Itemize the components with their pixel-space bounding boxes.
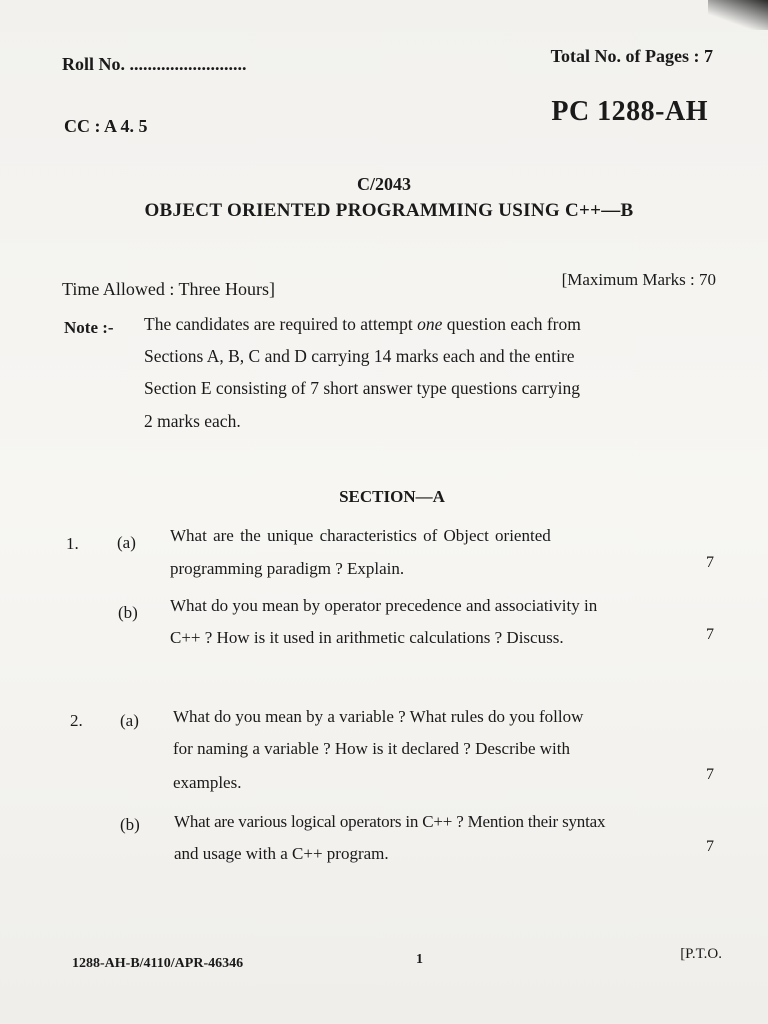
question-text: for naming a variable ? How is it declared ? Describe with	[173, 739, 570, 758]
exam-code: C/2043	[357, 174, 411, 194]
question-text: What do you mean by a variable ? What rules do you follow	[173, 707, 584, 726]
note-line: The candidates are required to attempt one question each from	[144, 314, 581, 334]
question-text: examples.	[173, 773, 242, 792]
question-part-label: (b)	[120, 815, 140, 834]
question-text: What are the unique characteristics of Object oriented	[170, 526, 551, 545]
question-text: and usage with a C++ program.	[174, 844, 389, 863]
emphasis-one: one	[417, 314, 443, 334]
maximum-marks: [Maximum Marks : 70	[561, 270, 716, 289]
question-text: programming paradigm ? Explain.	[170, 559, 405, 578]
note-line: Sections A, B, C and D carrying 14 marks each and the entire	[144, 346, 575, 366]
exam-title: OBJECT ORIENTED PROGRAMMING USING C++—B	[144, 200, 634, 221]
question-part-label: (a)	[117, 533, 136, 552]
question-text: What do you mean by operator precedence and associativity in	[170, 596, 598, 615]
note-line: 2 marks each.	[144, 411, 241, 431]
question-marks: 7	[706, 626, 714, 643]
question-part-label: (a)	[120, 711, 139, 730]
question-text: What are various logical operators in C++ ? Mention their syntax	[174, 812, 606, 831]
roll-number-field: Roll No. ..........................	[62, 54, 247, 74]
footer-page-number: 1	[416, 952, 423, 967]
section-heading: SECTION—A	[339, 487, 445, 506]
footer-pto: [P.T.O.	[680, 946, 722, 962]
footer-paper-code: 1288-AH-B/4110/APR-46346	[72, 956, 244, 971]
question-marks: 7	[706, 838, 714, 855]
note-line: Section E consisting of 7 short answer type questions carrying	[144, 378, 580, 398]
question-number: 2.	[70, 711, 83, 730]
question-text: C++ ? How is it used in arithmetic calculations ? Discuss.	[170, 628, 564, 647]
page-corner-shadow	[708, 0, 768, 30]
time-allowed: Time Allowed : Three Hours]	[62, 279, 275, 299]
question-marks: 7	[706, 554, 714, 571]
question-number: 1.	[66, 534, 79, 553]
question-part-label: (b)	[118, 603, 138, 622]
total-pages: Total No. of Pages : 7	[550, 46, 713, 66]
note-label: Note :-	[64, 318, 114, 337]
question-marks: 7	[706, 766, 714, 783]
paper-code: PC 1288-AH	[551, 96, 708, 127]
course-code: CC : A 4. 5	[64, 116, 148, 136]
